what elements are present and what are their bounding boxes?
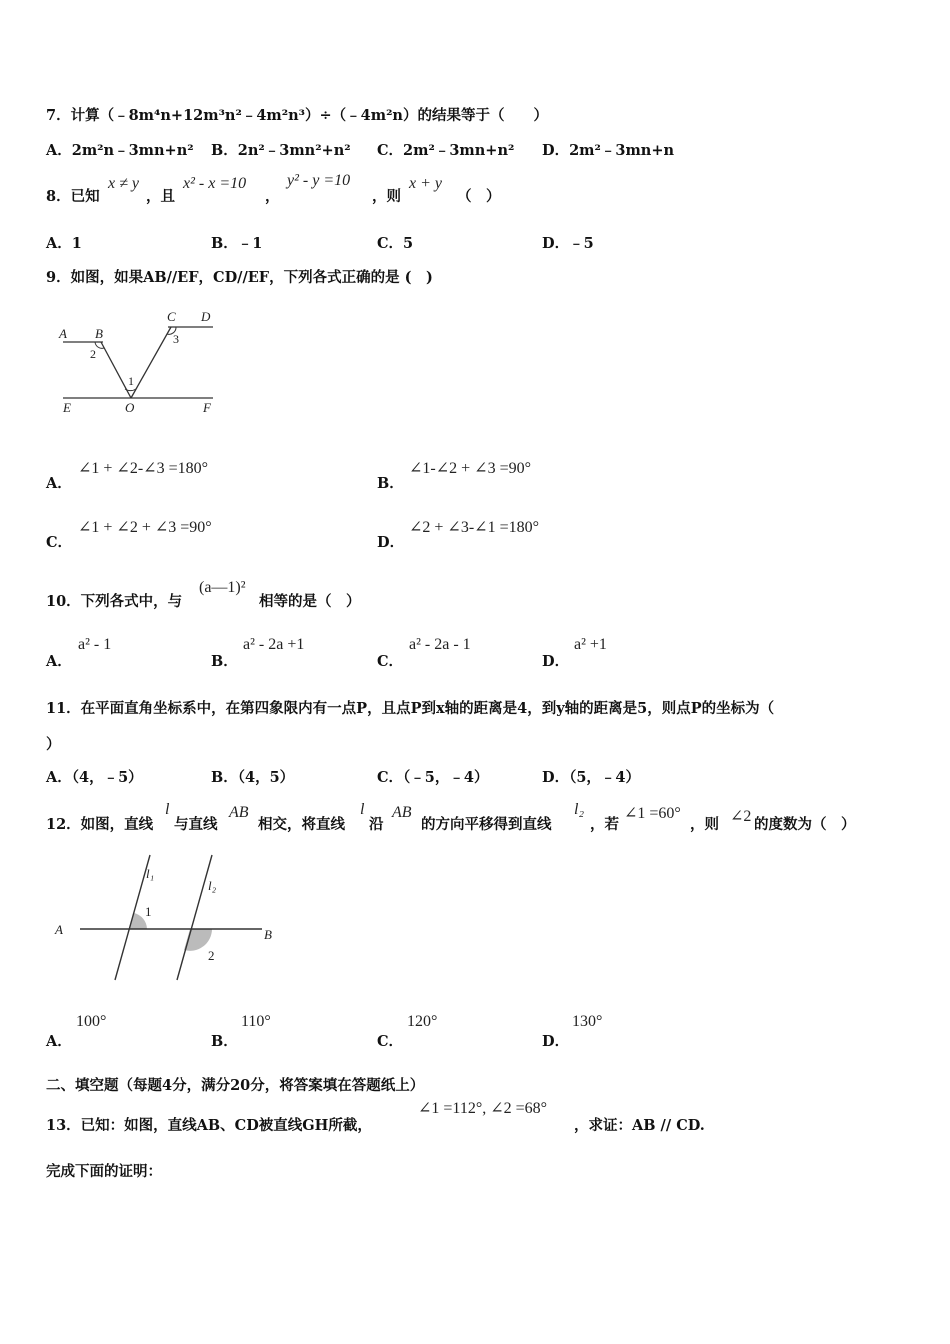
q9-label-b: B bbox=[95, 326, 103, 341]
q10-stem-post: 相等的是（ ） bbox=[259, 593, 361, 610]
q10-option-c-expr: a² - 2a - 1 bbox=[409, 636, 471, 653]
section2-title: 二、填空题（每题4分，满分20分，将答案填在答题纸上） bbox=[46, 1077, 425, 1094]
q10-option-d-expr: a² +1 bbox=[574, 636, 607, 653]
q8-expr-x-eq: x² - x =10 bbox=[183, 175, 247, 192]
q12-figure bbox=[50, 850, 290, 990]
q8-option-c: C．5 bbox=[377, 235, 414, 252]
q12-stem-angle2: ∠2 bbox=[730, 808, 752, 825]
q12-stem-2: 与直线 bbox=[174, 816, 218, 833]
q12-stem-7: ，则 bbox=[690, 816, 719, 833]
q8-stem-end: （ ） bbox=[457, 188, 501, 205]
q10-option-d-letter: D． bbox=[542, 653, 570, 670]
q9-option-b-expr: ∠1-∠2 + ∠3 =90° bbox=[409, 460, 531, 477]
q9-label-3: 3 bbox=[173, 332, 179, 346]
q9-label-a: A bbox=[59, 326, 67, 341]
q12-label-l1: l₁ bbox=[146, 866, 155, 881]
q9-label-1: 1 bbox=[128, 374, 134, 388]
q7-stem: 7．计算（﹣8m⁴n+12m³n²﹣4m²n³）÷（﹣4m²n）的结果等于（ ） bbox=[46, 107, 548, 124]
q12-label-b: B bbox=[264, 927, 272, 942]
q10-stem-pre: 10．下列各式中，与 bbox=[46, 593, 183, 610]
q11-option-b: B．（4，5） bbox=[211, 769, 295, 786]
q13-expr: ∠1 =112°, ∠2 =68° bbox=[418, 1100, 548, 1117]
q9-option-c-expr: ∠1 + ∠2 + ∠3 =90° bbox=[78, 519, 212, 536]
q8-expr-x-plus-y: x + y bbox=[409, 175, 442, 192]
q11-option-d: D．（5，﹣4） bbox=[542, 769, 641, 786]
q8-sep2: ， bbox=[265, 188, 280, 205]
q12-stem-l-2: l bbox=[360, 801, 365, 818]
q12-stem-6: ，若 bbox=[590, 816, 619, 833]
q10-expr: (a—1)² bbox=[199, 579, 246, 596]
q12-stem-l2: l₂ bbox=[574, 801, 585, 818]
q12-label-a: A bbox=[55, 922, 63, 937]
q8-sep3: ，则 bbox=[372, 188, 401, 205]
q9-label-d: D bbox=[201, 309, 211, 324]
q9-label-2: 2 bbox=[90, 347, 96, 361]
q11-stem-line2: ） bbox=[46, 736, 61, 753]
q9-option-b-letter: B． bbox=[377, 475, 404, 492]
q12-stem-4: 沿 bbox=[369, 816, 384, 833]
q10-option-a-expr: a² - 1 bbox=[78, 636, 112, 653]
q8-stem-pre: 8．已知 bbox=[46, 188, 100, 205]
q7-option-b: B．2n²﹣3mn²+n² bbox=[211, 142, 351, 159]
q8-expr-x-ne-y: x ≠ y bbox=[108, 175, 139, 192]
q12-stem-1: 12．如图，直线 bbox=[46, 816, 154, 833]
q9-stem: 9．如图，如果AB//EF，CD//EF，下列各式正确的是 ( ) bbox=[46, 269, 433, 286]
q12-stem-3: 相交，将直线 bbox=[258, 816, 345, 833]
q12-stem-ab2: AB bbox=[392, 804, 412, 821]
q7-option-d: D．2m²﹣3mn+n bbox=[542, 142, 675, 159]
q8-option-a: A．1 bbox=[46, 235, 82, 252]
q12-stem-angle1: ∠1 =60° bbox=[624, 805, 681, 822]
q9-label-o: O bbox=[125, 400, 135, 415]
q9-option-d-letter: D． bbox=[377, 534, 405, 551]
q12-option-a-letter: A． bbox=[46, 1033, 72, 1050]
q11-option-a: A．（4，﹣5） bbox=[46, 769, 143, 786]
q12-option-d-expr: 130° bbox=[572, 1013, 603, 1030]
q10-option-b-expr: a² - 2a +1 bbox=[243, 636, 305, 653]
q12-option-c-letter: C． bbox=[377, 1033, 404, 1050]
q8-sep1: ，且 bbox=[146, 188, 175, 205]
q8-option-d: D．﹣5 bbox=[542, 235, 594, 252]
q9-label-c: C bbox=[167, 309, 176, 324]
q12-label-2: 2 bbox=[208, 948, 215, 963]
q9-segment-oc bbox=[131, 327, 171, 398]
q7-option-a: A．2m²n﹣3mn+n² bbox=[46, 142, 194, 159]
q12-option-d-letter: D． bbox=[542, 1033, 570, 1050]
q12-stem-l: l bbox=[165, 801, 170, 818]
q12-line-l2 bbox=[177, 855, 212, 980]
q9-label-e: E bbox=[63, 400, 71, 415]
q9-option-c-letter: C． bbox=[46, 534, 73, 551]
q10-option-c-letter: C． bbox=[377, 653, 404, 670]
q8-expr-y-eq: y² - y =10 bbox=[287, 172, 351, 189]
q10-option-b-letter: B． bbox=[211, 653, 238, 670]
q11-option-c: C．（﹣5，﹣4） bbox=[377, 769, 489, 786]
q12-stem-ab1: AB bbox=[229, 804, 249, 821]
q8-option-b: B．﹣1 bbox=[211, 235, 263, 252]
q9-label-f: F bbox=[203, 400, 211, 415]
q12-stem-5: 的方向平移得到直线 bbox=[421, 816, 552, 833]
q7-option-c: C．2m²﹣3mn+n² bbox=[377, 142, 515, 159]
q13-line2: 完成下面的证明： bbox=[46, 1163, 162, 1180]
q12-label-1: 1 bbox=[145, 904, 152, 919]
q12-stem-8: 的度数为（ ） bbox=[754, 816, 856, 833]
q12-option-b-expr: 110° bbox=[241, 1013, 271, 1030]
q12-label-l2: l₂ bbox=[208, 878, 217, 893]
q12-option-b-letter: B． bbox=[211, 1033, 238, 1050]
q9-figure bbox=[55, 305, 225, 420]
q10-option-a-letter: A． bbox=[46, 653, 72, 670]
q9-option-a-letter: A． bbox=[46, 475, 72, 492]
q12-option-c-expr: 120° bbox=[407, 1013, 438, 1030]
q13-stem-pre: 13．已知：如图，直线AB、CD被直线GH所截， bbox=[46, 1117, 372, 1134]
q9-option-d-expr: ∠2 + ∠3-∠1 =180° bbox=[409, 519, 539, 536]
q13-stem-post: ，求证：AB // CD. bbox=[574, 1117, 705, 1134]
q9-option-a-expr: ∠1 + ∠2-∠3 =180° bbox=[78, 460, 208, 477]
q12-option-a-expr: 100° bbox=[76, 1013, 107, 1030]
q11-stem-line1: 11．在平面直角坐标系中，在第四象限内有一点P，且点P到x轴的距离是4，到y轴的距离是5，则点P的坐标为（ bbox=[46, 700, 775, 717]
